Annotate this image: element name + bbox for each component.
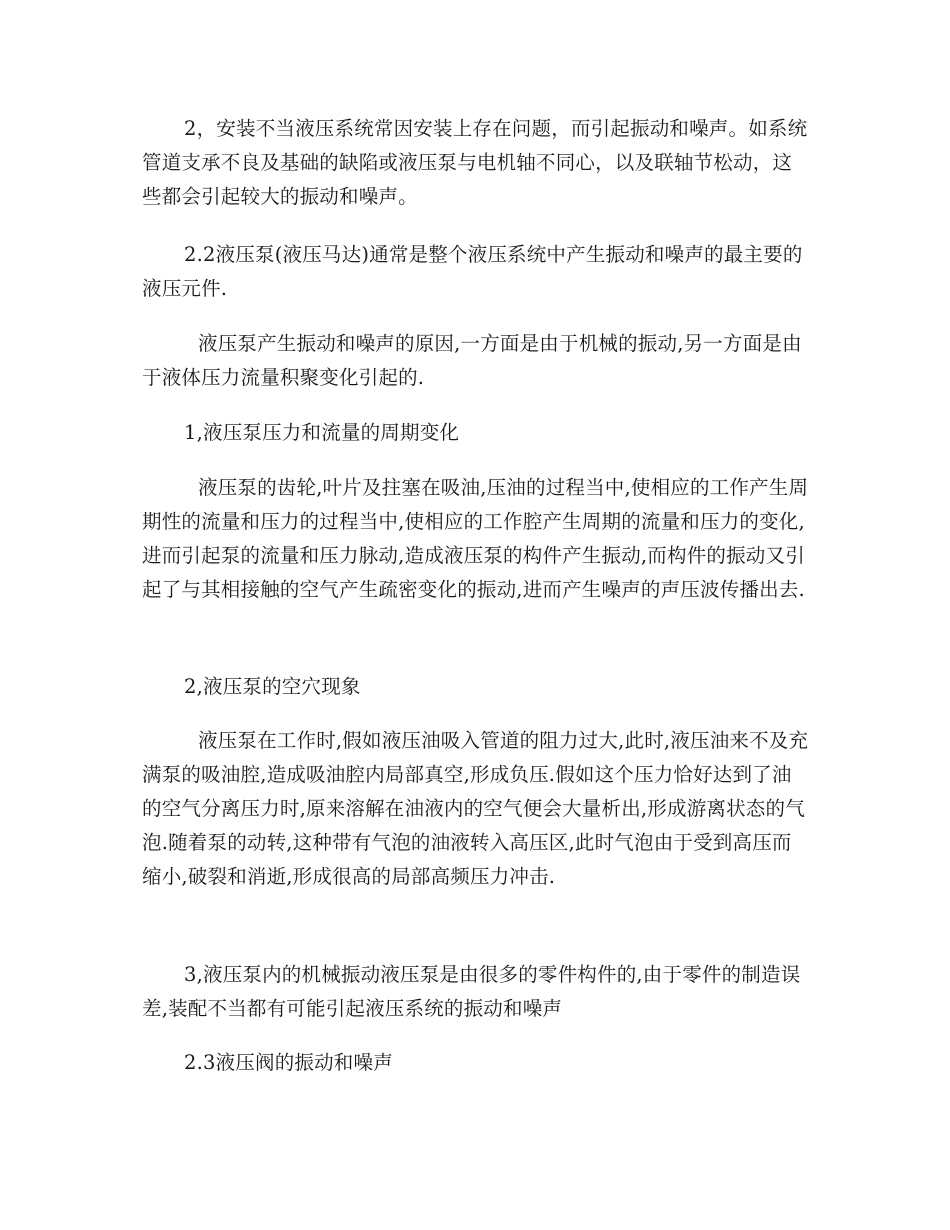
paragraph-cavitation: 液压泵在工作时,假如液压油吸入管道的阻力过大,此时,液压油来不及充满泵的吸油腔,造成吸油腔内局部真空,形成负压.假如这个压力恰好达到了油的空气分离压力时,原来溶解在油液内的空气便会大量析出,形成游离状态的气泡.随着泵的动转,这种带有气泡的油液转入高压区,此时气泡由于受到高压而缩小,破裂和消逝,形成很高的局部高频压力冲击. bbox=[142, 729, 809, 888]
heading-2-3-valve: 2.3液压阀的振动和噪声 bbox=[184, 1051, 393, 1074]
paragraph-installation: 2，安装不当液压系统常因安装上存在问题，而引起振动和噪声。如系统管道支承不良及基础的缺陷或液压泵与电机轴不同心，以及联轴节松动，这些都会引起较大的振动和噪声。 bbox=[142, 117, 808, 208]
paragraph-mechanical-vibration: 3,液压泵内的机械振动液压泵是由很多的零件构件的,由于零件的制造误差,装配不当都有可能引起液压系统的振动和噪声 bbox=[142, 963, 801, 1020]
heading-2-2-pump: 2.2液压泵(液压马达)通常是整个液压系统中产生振动和噪声的最主要的液压元件. bbox=[142, 243, 803, 300]
paragraph-pressure-flow: 液压泵的齿轮,叶片及拄塞在吸油,压油的过程当中,使相应的工作产生周期性的流量和压力的过程当中,使相应的工作腔产生周期的流量和压力的变化,进而引起泵的流量和压力脉动,造成液压泵的构件产生振动,而构件的振动又引起了与其相接触的空气产生疏密变化的振动,进而产生噪声的声压波传播出去. bbox=[142, 476, 809, 601]
paragraph-pump-causes: 液压泵产生振动和噪声的原因,一方面是由于机械的振动,另一方面是由于液体压力流量积聚变化引起的. bbox=[142, 332, 802, 389]
subheading-pressure-flow: 1,液压泵压力和流量的周期变化 bbox=[184, 421, 460, 444]
subheading-cavitation: 2,液压泵的空穴现象 bbox=[184, 675, 361, 698]
